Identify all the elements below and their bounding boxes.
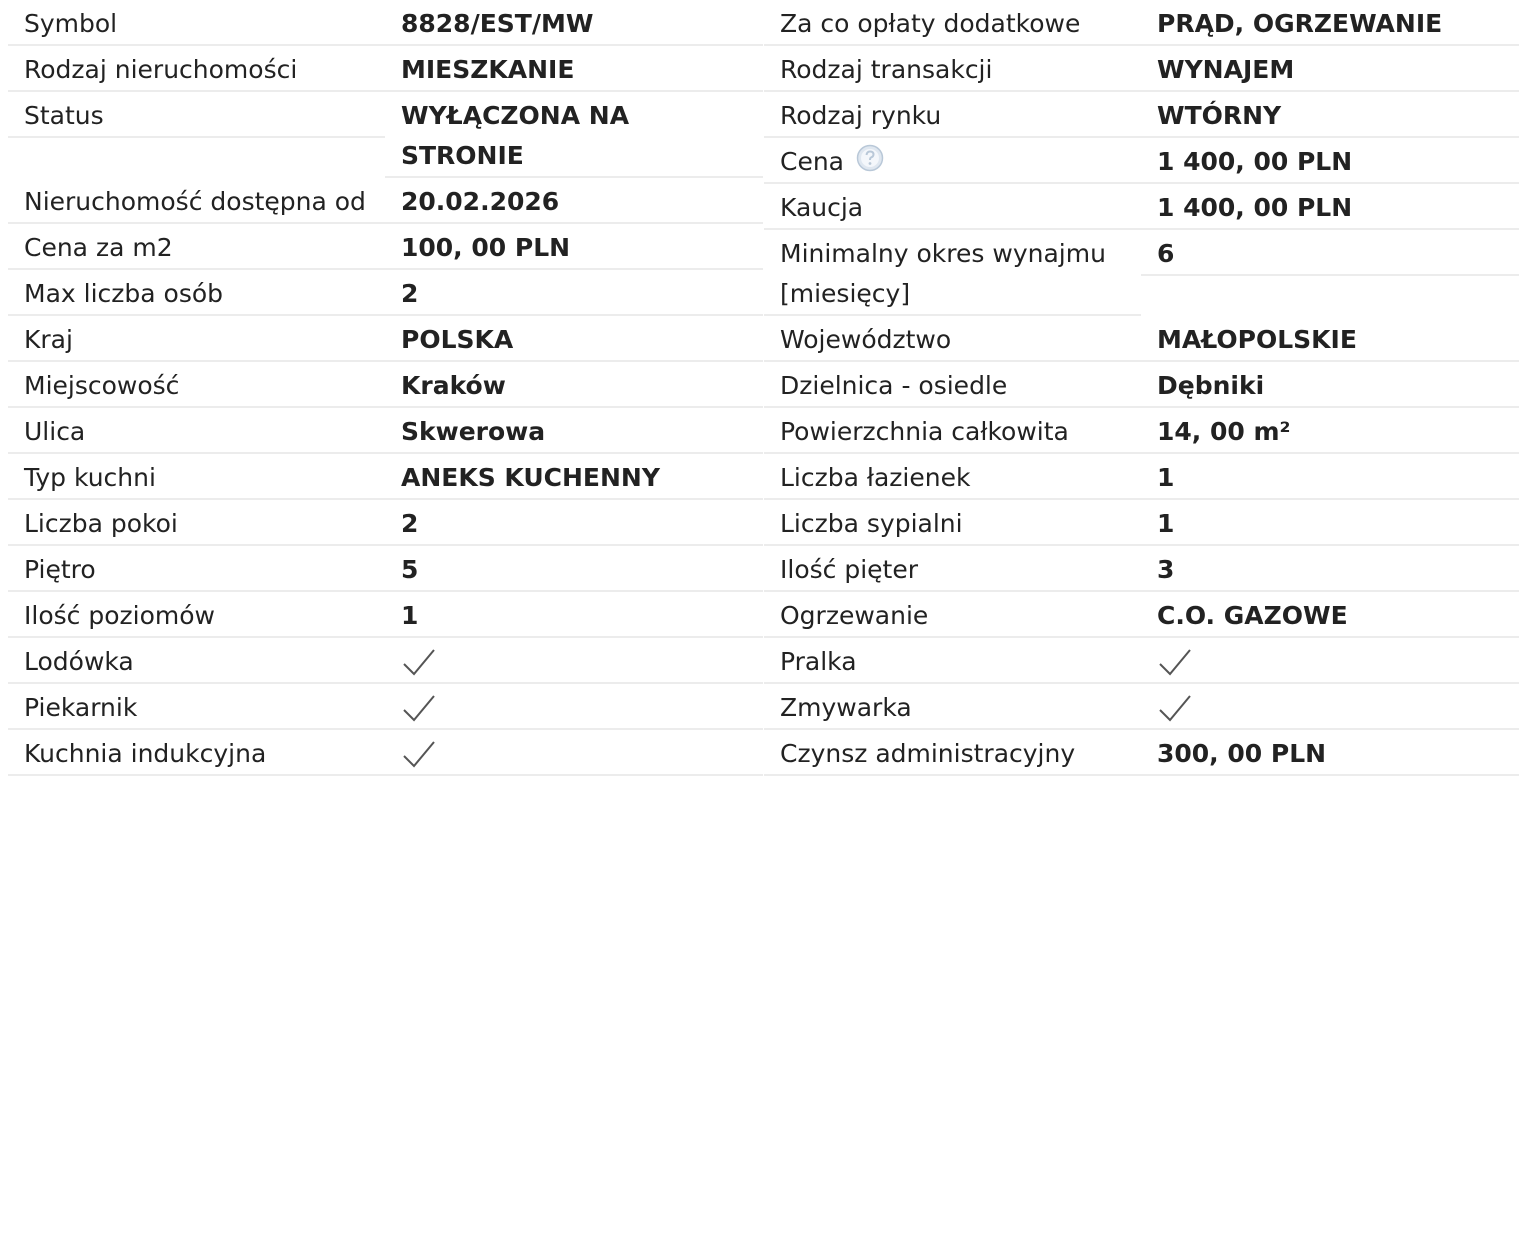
- detail-label: Rodzaj nieruchomości: [8, 46, 385, 92]
- detail-value: 1 400, 00 PLN: [1141, 184, 1519, 230]
- detail-label: Liczba pokoi: [8, 500, 385, 546]
- detail-row-min-rental-period: [764, 230, 1519, 316]
- detail-row-symbol: [8, 0, 763, 46]
- checkmark-icon: [1157, 642, 1193, 682]
- detail-row-induction-hob: [8, 730, 763, 776]
- detail-value: 3: [1141, 546, 1519, 592]
- detail-row-country: [8, 316, 763, 362]
- detail-value: WYNAJEM: [1141, 46, 1519, 92]
- detail-value: 300, 00 PLN: [1141, 730, 1519, 776]
- detail-label: Liczba łazienek: [764, 454, 1141, 500]
- detail-row-admin-rent: [764, 730, 1519, 776]
- detail-label: Symbol: [8, 0, 385, 46]
- detail-label: Kaucja: [764, 184, 1141, 230]
- detail-row-kitchen-type: [8, 454, 763, 500]
- detail-value: [385, 684, 763, 730]
- detail-value: [385, 638, 763, 684]
- detail-label: Minimalny okres wynajmu [miesięcy]: [764, 230, 1141, 316]
- detail-label: Rodzaj rynku: [764, 92, 1141, 138]
- detail-label: Piętro: [8, 546, 385, 592]
- detail-label: Typ kuchni: [8, 454, 385, 500]
- detail-value: WTÓRNY: [1141, 92, 1519, 138]
- details-column-left: [8, 0, 763, 776]
- detail-row-oven: [8, 684, 763, 730]
- detail-row-floors-count: [764, 546, 1519, 592]
- detail-row-max-persons: [8, 270, 763, 316]
- detail-row-floor: [8, 546, 763, 592]
- detail-row-district: [764, 362, 1519, 408]
- detail-label: [764, 138, 1141, 184]
- detail-row-street: [8, 408, 763, 454]
- price-label: Cena: [780, 147, 845, 176]
- checkmark-icon: [401, 688, 437, 728]
- detail-row-washing-machine: [764, 638, 1519, 684]
- detail-value: Skwerowa: [385, 408, 763, 454]
- detail-value: MAŁOPOLSKIE: [1141, 316, 1519, 362]
- detail-row-dishwasher: [764, 684, 1519, 730]
- detail-row-fridge: [8, 638, 763, 684]
- detail-row-heating: [764, 592, 1519, 638]
- detail-label: Rodzaj transakcji: [764, 46, 1141, 92]
- detail-label: Nieruchomość dostępna od: [8, 178, 385, 224]
- detail-row-transaction-type: [764, 46, 1519, 92]
- detail-row-bathrooms: [764, 454, 1519, 500]
- detail-value: 20.02.2026: [385, 178, 763, 224]
- detail-value: 1 400, 00 PLN: [1141, 138, 1519, 184]
- detail-label: Miejscowość: [8, 362, 385, 408]
- detail-label: Liczba sypialni: [764, 500, 1141, 546]
- detail-label: Piekarnik: [8, 684, 385, 730]
- detail-value: ANEKS KUCHENNY: [385, 454, 763, 500]
- detail-row-rooms: [8, 500, 763, 546]
- detail-value: 5: [385, 546, 763, 592]
- detail-label: Ilość pięter: [764, 546, 1141, 592]
- detail-value: 1: [1141, 454, 1519, 500]
- detail-label: Czynsz administracyjny: [764, 730, 1141, 776]
- checkmark-icon: [401, 734, 437, 774]
- detail-value: 6: [1141, 230, 1519, 276]
- detail-value: 2: [385, 270, 763, 316]
- detail-row-available-from: [8, 178, 763, 224]
- detail-label: Powierzchnia całkowita: [764, 408, 1141, 454]
- detail-row-voivodeship: [764, 316, 1519, 362]
- detail-value: 2: [385, 500, 763, 546]
- detail-label: Pralka: [764, 638, 1141, 684]
- detail-value: Dębniki: [1141, 362, 1519, 408]
- detail-value: [1141, 638, 1519, 684]
- detail-value: 1: [385, 592, 763, 638]
- detail-value: 8828/EST/MW: [385, 0, 763, 46]
- detail-row-deposit: [764, 184, 1519, 230]
- detail-value: PRĄD, OGRZEWANIE: [1141, 0, 1519, 46]
- detail-label: Cena za m2: [8, 224, 385, 270]
- help-icon[interactable]: [856, 144, 884, 172]
- detail-row-price-per-m2: [8, 224, 763, 270]
- detail-row-bedrooms: [764, 500, 1519, 546]
- detail-label: Max liczba osób: [8, 270, 385, 316]
- detail-label: Lodówka: [8, 638, 385, 684]
- detail-value: C.O. GAZOWE: [1141, 592, 1519, 638]
- detail-label: Status: [8, 92, 385, 138]
- detail-label: Za co opłaty dodatkowe: [764, 0, 1141, 46]
- detail-label: Ogrzewanie: [764, 592, 1141, 638]
- detail-label: Ilość poziomów: [8, 592, 385, 638]
- detail-label: Województwo: [764, 316, 1141, 362]
- detail-value: [1141, 684, 1519, 730]
- detail-value: WYŁĄCZONA NA STRONIE: [385, 92, 763, 178]
- detail-value: MIESZKANIE: [385, 46, 763, 92]
- detail-value: [385, 730, 763, 776]
- detail-value: POLSKA: [385, 316, 763, 362]
- detail-row-market-type: [764, 92, 1519, 138]
- detail-row-city: [8, 362, 763, 408]
- detail-label: Zmywarka: [764, 684, 1141, 730]
- detail-label: Dzielnica - osiedle: [764, 362, 1141, 408]
- detail-row-total-area: [764, 408, 1519, 454]
- detail-value: 1: [1141, 500, 1519, 546]
- detail-value: Kraków: [385, 362, 763, 408]
- detail-label: Ulica: [8, 408, 385, 454]
- detail-label: Kuchnia indukcyjna: [8, 730, 385, 776]
- detail-row-price: [764, 138, 1519, 184]
- detail-row-status: [8, 92, 763, 178]
- details-column-right: [764, 0, 1519, 776]
- detail-value: 14, 00 m²: [1141, 408, 1519, 454]
- detail-row-property-type: [8, 46, 763, 92]
- checkmark-icon: [1157, 688, 1193, 728]
- detail-label: Kraj: [8, 316, 385, 362]
- checkmark-icon: [401, 642, 437, 682]
- detail-row-extra-fees: [764, 0, 1519, 46]
- detail-value: 100, 00 PLN: [385, 224, 763, 270]
- detail-row-levels: [8, 592, 763, 638]
